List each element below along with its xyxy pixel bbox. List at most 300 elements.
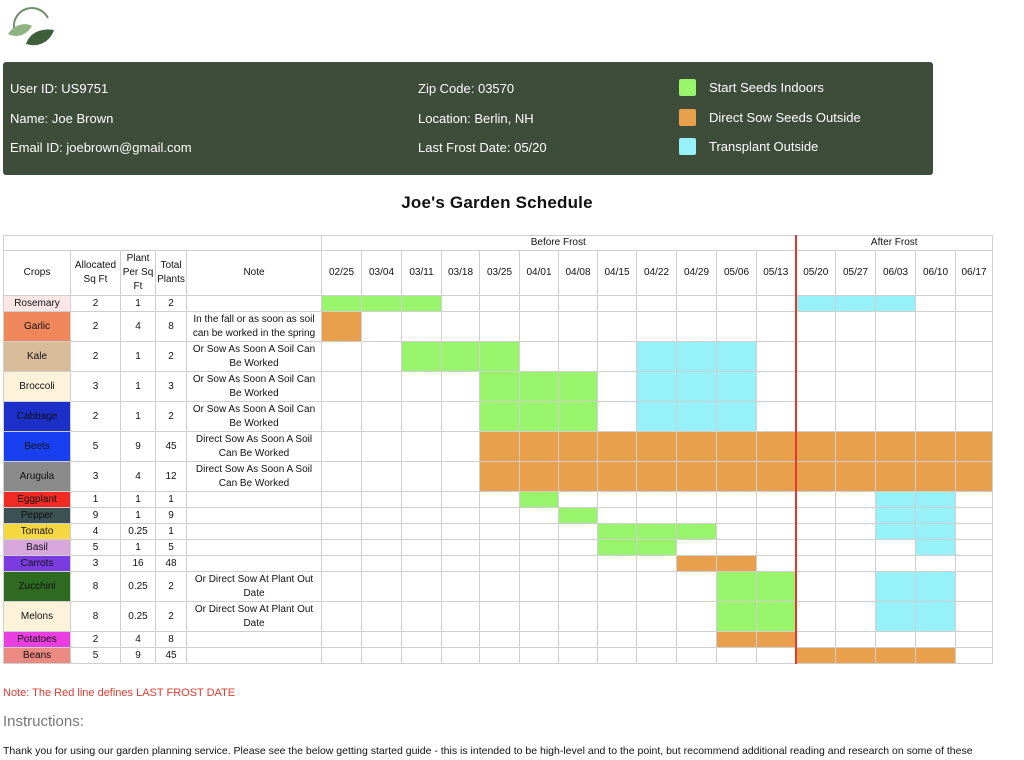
location: Location: Berlin, NH xyxy=(418,111,534,126)
schedule-cell xyxy=(559,540,598,556)
group-header-row xyxy=(4,236,993,251)
allocated-sqft: 5 xyxy=(71,648,121,664)
schedule-cell xyxy=(717,432,757,462)
schedule-cell xyxy=(442,648,480,664)
table-row xyxy=(4,296,993,312)
schedule-cell xyxy=(559,602,598,632)
total-plants: 8 xyxy=(156,312,187,342)
schedule-cell xyxy=(956,648,993,664)
schedule-cell xyxy=(598,572,637,602)
schedule-cell xyxy=(322,648,362,664)
schedule-cell xyxy=(402,342,442,372)
header-total-plants: Total Plants xyxy=(156,251,187,296)
allocated-sqft: 3 xyxy=(71,556,121,572)
schedule-cell xyxy=(757,572,796,602)
table-row xyxy=(4,372,993,402)
schedule-cell xyxy=(322,524,362,540)
schedule-cell xyxy=(480,648,520,664)
schedule-cell xyxy=(559,508,598,524)
schedule-cell xyxy=(836,540,876,556)
schedule-cell xyxy=(677,648,717,664)
schedule-cell xyxy=(520,648,559,664)
schedule-cell xyxy=(402,508,442,524)
schedule-cell xyxy=(876,372,916,402)
schedule-cell xyxy=(956,432,993,462)
schedule-cell xyxy=(480,432,520,462)
schedule-cell xyxy=(637,492,677,508)
schedule-cell xyxy=(442,556,480,572)
schedule-cell xyxy=(757,602,796,632)
schedule-cell xyxy=(520,602,559,632)
plant-per-sqft: 1 xyxy=(121,492,156,508)
schedule-cell xyxy=(796,296,836,312)
plant-per-sqft: 4 xyxy=(121,462,156,492)
header-date: 04/22 xyxy=(637,251,677,296)
schedule-cell xyxy=(717,342,757,372)
schedule-cell xyxy=(796,572,836,602)
schedule-cell xyxy=(442,632,480,648)
user-email: Email ID: joebrown@gmail.com xyxy=(10,140,192,155)
schedule-cell xyxy=(362,632,402,648)
plant-per-sqft: 16 xyxy=(121,556,156,572)
schedule-cell xyxy=(876,632,916,648)
schedule-cell xyxy=(876,462,916,492)
schedule-cell xyxy=(480,524,520,540)
crop-name: Basil xyxy=(4,540,71,556)
header-date: 05/20 xyxy=(796,251,836,296)
schedule-cell xyxy=(677,462,717,492)
schedule-cell xyxy=(876,402,916,432)
note: Direct Sow As Soon A Soil Can Be Worked xyxy=(187,462,322,492)
schedule-cell xyxy=(442,372,480,402)
schedule-cell xyxy=(322,492,362,508)
allocated-sqft: 9 xyxy=(71,508,121,524)
schedule-cell xyxy=(956,462,993,492)
schedule-cell xyxy=(876,540,916,556)
total-plants: 1 xyxy=(156,492,187,508)
schedule-cell xyxy=(362,540,402,556)
schedule-cell xyxy=(796,372,836,402)
schedule-cell xyxy=(836,402,876,432)
table-row xyxy=(4,462,993,492)
schedule-cell xyxy=(598,524,637,540)
plant-per-sqft: 1 xyxy=(121,540,156,556)
table-row xyxy=(4,648,993,664)
schedule-cell xyxy=(362,296,402,312)
schedule-cell xyxy=(322,632,362,648)
schedule-cell xyxy=(757,508,796,524)
schedule-cell xyxy=(876,342,916,372)
schedule-cell xyxy=(322,372,362,402)
user-name: Name: Joe Brown xyxy=(10,111,114,126)
schedule-cell xyxy=(442,402,480,432)
schedule-cell xyxy=(836,432,876,462)
schedule-cell xyxy=(480,372,520,402)
header-date: 04/15 xyxy=(598,251,637,296)
schedule-cell xyxy=(322,556,362,572)
schedule-cell xyxy=(520,402,559,432)
schedule-cell xyxy=(442,524,480,540)
schedule-cell xyxy=(677,432,717,462)
schedule-cell xyxy=(916,342,956,372)
total-plants: 45 xyxy=(156,648,187,664)
schedule-cell xyxy=(442,342,480,372)
schedule-cell xyxy=(677,572,717,602)
schedule-cell xyxy=(836,648,876,664)
plant-per-sqft: 9 xyxy=(121,432,156,462)
schedule-cell xyxy=(559,402,598,432)
schedule-cell xyxy=(322,312,362,342)
header-date: 06/17 xyxy=(956,251,993,296)
schedule-cell xyxy=(717,492,757,508)
plant-per-sqft: 0.25 xyxy=(121,572,156,602)
total-plants: 3 xyxy=(156,372,187,402)
plant-per-sqft: 4 xyxy=(121,632,156,648)
schedule-cell xyxy=(402,556,442,572)
schedule-cell xyxy=(916,312,956,342)
allocated-sqft: 2 xyxy=(71,296,121,312)
schedule-cell xyxy=(796,556,836,572)
schedule-cell xyxy=(480,508,520,524)
legend-transplant xyxy=(679,138,818,155)
plant-per-sqft: 9 xyxy=(121,648,156,664)
crop-name: Potatoes xyxy=(4,632,71,648)
note: In the fall or as soon as soil can be worked in the spring xyxy=(187,312,322,342)
schedule-cell xyxy=(757,462,796,492)
schedule-cell xyxy=(677,372,717,402)
table-row xyxy=(4,432,993,462)
header-note: Note xyxy=(187,251,322,296)
schedule-cell xyxy=(916,492,956,508)
schedule-cell xyxy=(836,492,876,508)
schedule-cell xyxy=(796,602,836,632)
schedule-cell xyxy=(362,462,402,492)
schedule-cell xyxy=(836,572,876,602)
total-plants: 1 xyxy=(156,524,187,540)
schedule-cell xyxy=(598,296,637,312)
schedule-cell xyxy=(916,602,956,632)
schedule-cell xyxy=(956,602,993,632)
instructions-title: Instructions: xyxy=(3,713,84,730)
schedule-cell xyxy=(480,312,520,342)
schedule-cell xyxy=(559,524,598,540)
total-plants: 8 xyxy=(156,632,187,648)
legend-swatch xyxy=(679,79,696,96)
schedule-cell xyxy=(637,462,677,492)
schedule-cell xyxy=(598,508,637,524)
user-id: User ID: US9751 xyxy=(10,81,109,96)
logo xyxy=(4,4,56,50)
schedule-cell xyxy=(362,524,402,540)
schedule-cell xyxy=(442,602,480,632)
schedule-cell xyxy=(717,524,757,540)
header-date: 04/29 xyxy=(677,251,717,296)
schedule-cell xyxy=(598,312,637,342)
schedule-cell xyxy=(717,462,757,492)
schedule-cell xyxy=(717,402,757,432)
schedule-cell xyxy=(757,342,796,372)
instructions-text: Thank you for using our garden planning service. Please see the below getting started guide - this is intended to be high-level and to the point, but recommend additional reading and research on some of these xyxy=(3,745,973,757)
schedule-cell xyxy=(402,572,442,602)
note: Or Sow As Soon A Soil Can Be Worked xyxy=(187,342,322,372)
schedule-cell xyxy=(876,556,916,572)
schedule-cell xyxy=(757,432,796,462)
schedule-cell xyxy=(559,648,598,664)
schedule-cell xyxy=(322,432,362,462)
schedule-cell xyxy=(717,296,757,312)
legend-label: Direct Sow Seeds Outside xyxy=(709,110,861,125)
schedule-cell xyxy=(442,572,480,602)
table-row xyxy=(4,524,993,540)
schedule-cell xyxy=(520,372,559,402)
schedule-cell xyxy=(402,432,442,462)
header-date: 05/13 xyxy=(757,251,796,296)
schedule-cell xyxy=(717,556,757,572)
legend-swatch xyxy=(679,109,696,126)
note xyxy=(187,296,322,312)
plant-per-sqft: 0.25 xyxy=(121,602,156,632)
schedule-cell xyxy=(598,648,637,664)
plant-per-sqft: 1 xyxy=(121,372,156,402)
note xyxy=(187,524,322,540)
header-date: 04/01 xyxy=(520,251,559,296)
schedule-cell xyxy=(796,462,836,492)
total-plants: 9 xyxy=(156,508,187,524)
schedule-cell xyxy=(402,540,442,556)
schedule-cell xyxy=(402,492,442,508)
schedule-cell xyxy=(442,508,480,524)
schedule-cell xyxy=(757,632,796,648)
allocated-sqft: 8 xyxy=(71,572,121,602)
table-row xyxy=(4,572,993,602)
schedule-cell xyxy=(362,402,402,432)
schedule-cell xyxy=(876,492,916,508)
schedule-cell xyxy=(677,602,717,632)
schedule-cell xyxy=(559,462,598,492)
schedule-cell xyxy=(677,632,717,648)
total-plants: 2 xyxy=(156,602,187,632)
schedule-cell xyxy=(916,296,956,312)
schedule-cell xyxy=(836,556,876,572)
schedule-cell xyxy=(757,312,796,342)
plant-per-sqft: 1 xyxy=(121,508,156,524)
schedule-cell xyxy=(520,312,559,342)
schedule-cell xyxy=(322,402,362,432)
schedule-cell xyxy=(836,524,876,540)
group-spacer xyxy=(4,236,322,251)
schedule-cell xyxy=(717,602,757,632)
schedule-cell xyxy=(836,342,876,372)
schedule-cell xyxy=(520,556,559,572)
schedule-cell xyxy=(796,632,836,648)
schedule-cell xyxy=(598,632,637,648)
schedule-cell xyxy=(956,572,993,602)
schedule-cell xyxy=(796,312,836,342)
schedule-cell xyxy=(757,540,796,556)
allocated-sqft: 2 xyxy=(71,342,121,372)
schedule-cell xyxy=(598,432,637,462)
note: Direct Sow As Soon A Soil Can Be Worked xyxy=(187,432,322,462)
header-date: 05/06 xyxy=(717,251,757,296)
schedule-cell xyxy=(757,492,796,508)
schedule-cell xyxy=(322,540,362,556)
schedule-cell xyxy=(876,296,916,312)
allocated-sqft: 1 xyxy=(71,492,121,508)
schedule-cell xyxy=(480,492,520,508)
schedule-cell xyxy=(916,572,956,602)
schedule-cell xyxy=(520,572,559,602)
last-frost-date: Last Frost Date: 05/20 xyxy=(418,140,547,155)
header-date: 05/27 xyxy=(836,251,876,296)
schedule-cell xyxy=(876,648,916,664)
schedule-cell xyxy=(836,372,876,402)
schedule-cell xyxy=(362,342,402,372)
schedule-cell xyxy=(598,402,637,432)
schedule-cell xyxy=(480,296,520,312)
plant-per-sqft: 1 xyxy=(121,342,156,372)
schedule-cell xyxy=(598,342,637,372)
schedule-cell xyxy=(956,492,993,508)
schedule-cell xyxy=(480,572,520,602)
schedule-cell xyxy=(480,556,520,572)
header-date: 04/08 xyxy=(559,251,598,296)
plant-per-sqft: 1 xyxy=(121,402,156,432)
schedule-cell xyxy=(480,602,520,632)
legend-label: Transplant Outside xyxy=(709,139,819,154)
schedule-cell xyxy=(520,508,559,524)
schedule-cell xyxy=(836,632,876,648)
schedule-cell xyxy=(442,432,480,462)
frost-line-note: Note: The Red line defines LAST FROST DATE xyxy=(3,687,236,699)
schedule-cell xyxy=(362,492,402,508)
total-plants: 12 xyxy=(156,462,187,492)
note xyxy=(187,632,322,648)
schedule-cell xyxy=(916,524,956,540)
schedule-cell xyxy=(520,632,559,648)
schedule-cell xyxy=(916,462,956,492)
schedule-cell xyxy=(442,312,480,342)
schedule-cell xyxy=(637,648,677,664)
crop-name: Broccoli xyxy=(4,372,71,402)
leaf-logo-icon xyxy=(4,4,56,50)
crop-name: Rosemary xyxy=(4,296,71,312)
note xyxy=(187,540,322,556)
schedule-cell xyxy=(559,342,598,372)
schedule-cell xyxy=(480,632,520,648)
schedule-cell xyxy=(757,402,796,432)
schedule-cell xyxy=(598,556,637,572)
schedule-cell xyxy=(956,632,993,648)
allocated-sqft: 2 xyxy=(71,312,121,342)
header-crops: Crops xyxy=(4,251,71,296)
schedule-cell xyxy=(836,508,876,524)
note: Or Direct Sow At Plant Out Date xyxy=(187,602,322,632)
schedule-cell xyxy=(402,296,442,312)
header-allocated-sqft: Allocated Sq Ft xyxy=(71,251,121,296)
plant-per-sqft: 4 xyxy=(121,312,156,342)
schedule-cell xyxy=(876,602,916,632)
schedule-cell xyxy=(520,296,559,312)
note: Or Direct Sow At Plant Out Date xyxy=(187,572,322,602)
schedule-cell xyxy=(520,432,559,462)
schedule-cell xyxy=(520,540,559,556)
header-date: 03/11 xyxy=(402,251,442,296)
schedule-cell xyxy=(836,312,876,342)
schedule-cell xyxy=(322,602,362,632)
schedule-cell xyxy=(717,572,757,602)
schedule-cell xyxy=(916,632,956,648)
allocated-sqft: 8 xyxy=(71,602,121,632)
schedule-cell xyxy=(442,492,480,508)
allocated-sqft: 5 xyxy=(71,540,121,556)
schedule-cell xyxy=(677,508,717,524)
table-row xyxy=(4,602,993,632)
schedule-cell xyxy=(796,342,836,372)
crop-name: Eggplant xyxy=(4,492,71,508)
schedule-cell xyxy=(876,508,916,524)
schedule-cell xyxy=(956,524,993,540)
crop-name: Melons xyxy=(4,602,71,632)
schedule-cell xyxy=(757,296,796,312)
schedule-cell xyxy=(402,524,442,540)
table-row xyxy=(4,312,993,342)
garden-schedule-table xyxy=(3,235,993,664)
schedule-cell xyxy=(598,372,637,402)
schedule-cell xyxy=(559,572,598,602)
zip-code: Zip Code: 03570 xyxy=(418,81,515,96)
schedule-cell xyxy=(717,648,757,664)
schedule-cell xyxy=(480,540,520,556)
schedule-cell xyxy=(637,632,677,648)
schedule-cell xyxy=(956,402,993,432)
schedule-cell xyxy=(916,432,956,462)
schedule-cell xyxy=(442,462,480,492)
schedule-cell xyxy=(480,402,520,432)
column-header-row xyxy=(4,251,993,296)
schedule-cell xyxy=(677,402,717,432)
schedule-cell xyxy=(876,524,916,540)
schedule-cell xyxy=(637,432,677,462)
schedule-cell xyxy=(796,540,836,556)
total-plants: 2 xyxy=(156,402,187,432)
schedule-cell xyxy=(796,648,836,664)
note xyxy=(187,556,322,572)
crop-name: Garlic xyxy=(4,312,71,342)
schedule-cell xyxy=(322,296,362,312)
schedule-cell xyxy=(402,632,442,648)
schedule-cell xyxy=(757,524,796,540)
schedule-cell xyxy=(637,372,677,402)
schedule-cell xyxy=(480,342,520,372)
schedule-cell xyxy=(796,492,836,508)
schedule-cell xyxy=(836,296,876,312)
schedule-cell xyxy=(916,508,956,524)
group-after-frost: After Frost xyxy=(796,236,993,251)
allocated-sqft: 3 xyxy=(71,462,121,492)
crop-name: Cabbage xyxy=(4,402,71,432)
schedule-cell xyxy=(717,312,757,342)
schedule-cell xyxy=(916,648,956,664)
schedule-cell xyxy=(836,602,876,632)
schedule-cell xyxy=(362,556,402,572)
table-row xyxy=(4,342,993,372)
user-info-panel xyxy=(3,62,933,175)
schedule-cell xyxy=(559,492,598,508)
schedule-cell xyxy=(362,648,402,664)
allocated-sqft: 2 xyxy=(71,632,121,648)
legend-swatch xyxy=(679,138,696,155)
header-plant-per-sqft: Plant Per Sq Ft xyxy=(121,251,156,296)
